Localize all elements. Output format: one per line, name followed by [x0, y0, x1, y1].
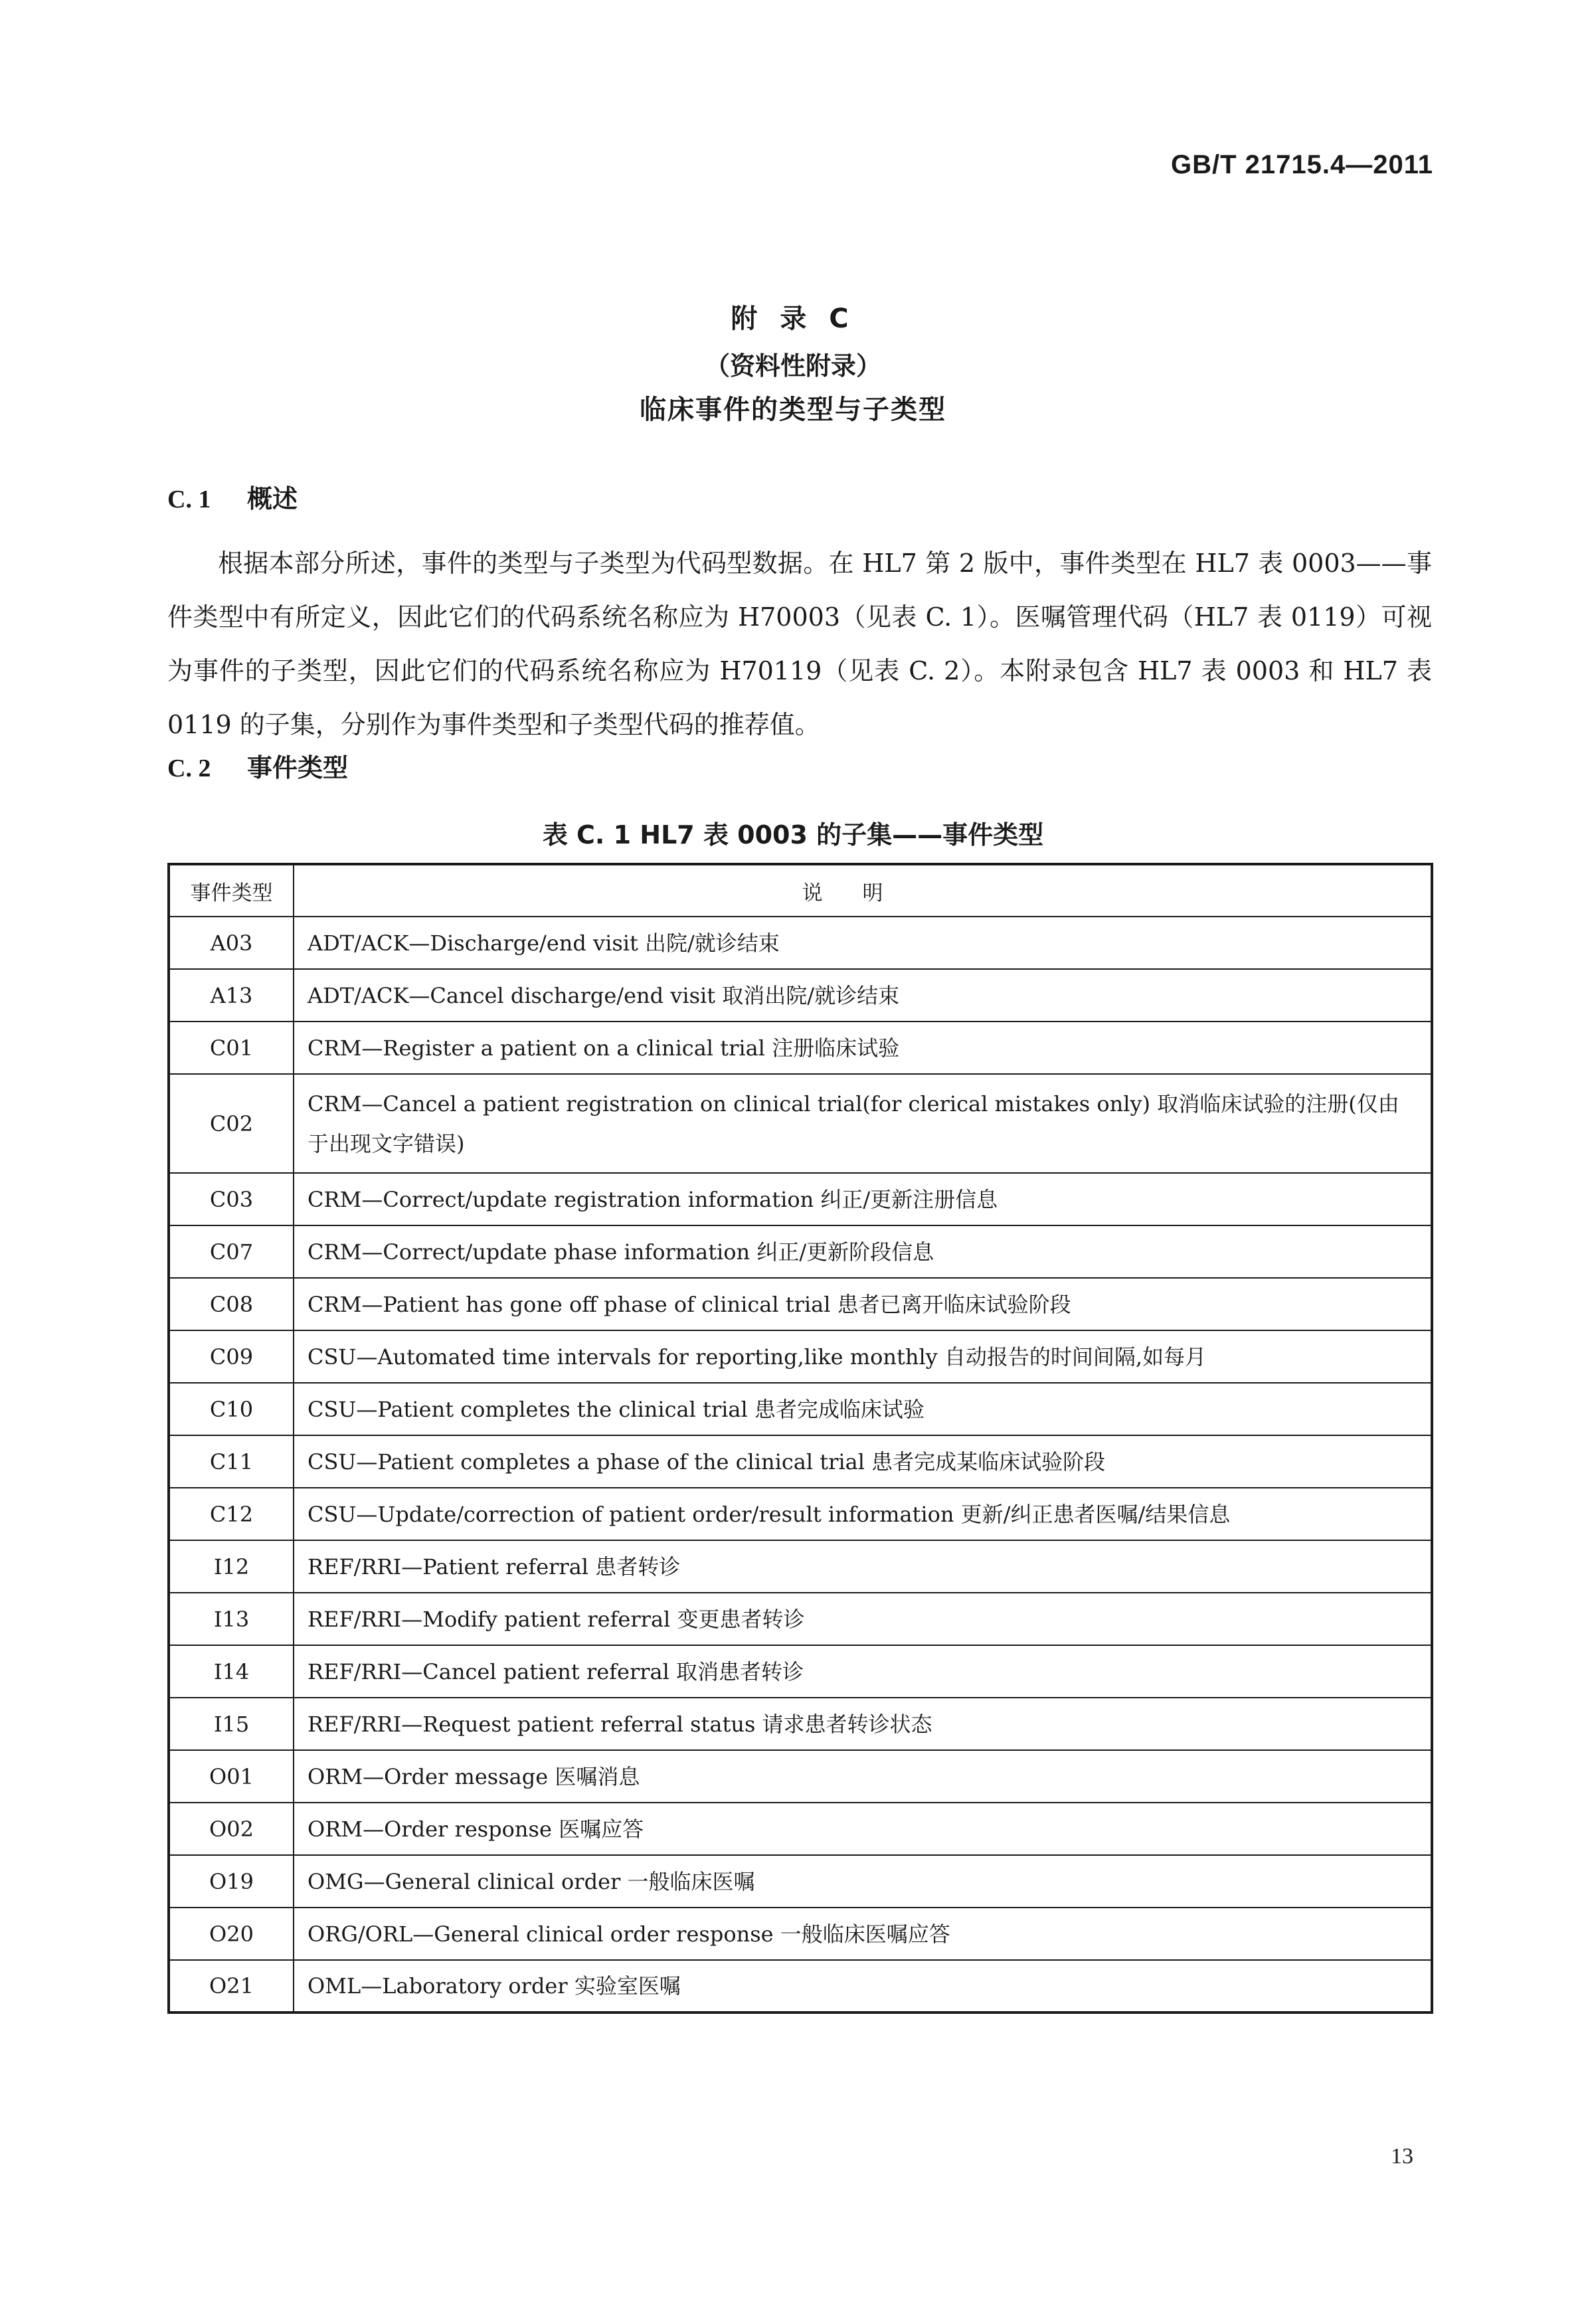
event-description-cell: OMG—General clinical order 一般临床医嘱 — [294, 1855, 1432, 1908]
table-row — [169, 1645, 1432, 1698]
event-code-cell: I15 — [169, 1698, 294, 1750]
event-code-cell: A03 — [169, 917, 294, 969]
page-number: 13 — [1391, 2144, 1413, 2169]
column-header-code: 事件类型 — [169, 864, 294, 917]
appendix-kind: （资料性附录） — [704, 351, 881, 381]
event-description-cell: ADT/ACK—Cancel discharge/end visit 取消出院/就诊结束 — [294, 969, 1432, 1022]
event-description-cell: ORG/ORL—General clinical order response 一般临床医嘱应答 — [294, 1908, 1432, 1960]
section-heading-c1 — [167, 478, 298, 515]
table-row — [169, 1803, 1432, 1855]
section-number: C. 1 — [167, 486, 211, 513]
appendix-label: 附 录 C — [731, 304, 855, 334]
table-row — [169, 1173, 1432, 1225]
table-row — [169, 1488, 1432, 1540]
event-code-cell: C03 — [169, 1173, 294, 1225]
event-code-cell: O02 — [169, 1803, 294, 1855]
table-row — [169, 1855, 1432, 1908]
event-code-cell: C08 — [169, 1278, 294, 1330]
table-row — [169, 1330, 1432, 1383]
event-code-cell: C12 — [169, 1488, 294, 1540]
appendix-title: 临床事件的类型与子类型 — [640, 395, 946, 425]
event-code-cell: C09 — [169, 1330, 294, 1383]
section-heading-c2 — [167, 747, 348, 784]
paragraph-text: 根据本部分所述，事件的类型与子类型为代码型数据。在 HL7 第 2 版中，事件类型在 HL7 表 0003——事件类型中有所定义，因此它们的代码系统名称应为 H70003（见表 C. 1）。医嘱管理代码（HL7 表 0119）可视为事件的子类型，因此它们的代码系统名称应为 H70119（见表 C. 2）。本附录包含 HL7 表 0003 和 HL7 表 0119 的子集，分别作为事件类型和子类型代码的推荐值。 — [167, 549, 1432, 739]
table-row — [169, 1383, 1432, 1435]
table-row — [169, 1022, 1432, 1074]
event-description-cell: CRM—Register a patient on a clinical trial 注册临床试验 — [294, 1022, 1432, 1074]
table-row — [169, 1593, 1432, 1645]
table-header-row — [169, 864, 1432, 917]
event-type-table — [167, 863, 1433, 2014]
event-description-cell: CRM—Cancel a patient registration on clinical trial(for clerical mistakes only) 取消临床试验的注册(仅由于出现文字错误) — [294, 1074, 1432, 1173]
table-row — [169, 1540, 1432, 1593]
event-code-cell: O01 — [169, 1750, 294, 1803]
event-description-cell: ORM—Order response 医嘱应答 — [294, 1803, 1432, 1855]
section-number: C. 2 — [167, 755, 211, 782]
table-caption: 表 C. 1 HL7 表 0003 的子集——事件类型 — [542, 820, 1044, 849]
table-row — [169, 1074, 1432, 1173]
overview-paragraph — [167, 537, 1432, 752]
event-description-cell: ORM—Order message 医嘱消息 — [294, 1750, 1432, 1803]
event-code-cell: C10 — [169, 1383, 294, 1435]
event-description-cell: CRM—Correct/update registration information 纠正/更新注册信息 — [294, 1173, 1432, 1225]
event-description-cell: REF/RRI—Modify patient referral 变更患者转诊 — [294, 1593, 1432, 1645]
event-code-cell: C02 — [169, 1074, 294, 1173]
event-code-cell: O21 — [169, 1960, 294, 2012]
event-code-cell: C01 — [169, 1022, 294, 1074]
event-code-cell: O20 — [169, 1908, 294, 1960]
event-code-cell: I13 — [169, 1593, 294, 1645]
table-row — [169, 1698, 1432, 1750]
table-row — [169, 1435, 1432, 1488]
section-title: 事件类型 — [247, 753, 349, 782]
table-row — [169, 1278, 1432, 1330]
table-row — [169, 969, 1432, 1022]
event-description-cell: REF/RRI—Request patient referral status 请求患者转诊状态 — [294, 1698, 1432, 1750]
event-code-cell: C07 — [169, 1225, 294, 1278]
event-code-cell: C11 — [169, 1435, 294, 1488]
event-description-cell: CSU—Patient completes the clinical trial 患者完成临床试验 — [294, 1383, 1432, 1435]
table-row — [169, 1908, 1432, 1960]
event-code-cell: I14 — [169, 1645, 294, 1698]
event-code-cell: I12 — [169, 1540, 294, 1593]
event-description-cell: REF/RRI—Cancel patient referral 取消患者转诊 — [294, 1645, 1432, 1698]
standard-code: GB/T 21715.4—2011 — [1170, 150, 1433, 179]
event-description-cell: OML—Laboratory order 实验室医嘱 — [294, 1960, 1432, 2012]
section-title: 概述 — [247, 484, 298, 513]
event-code-cell: O19 — [169, 1855, 294, 1908]
table-row — [169, 1225, 1432, 1278]
table-row — [169, 1750, 1432, 1803]
event-description-cell: REF/RRI—Patient referral 患者转诊 — [294, 1540, 1432, 1593]
event-description-cell: CRM—Correct/update phase information 纠正/更新阶段信息 — [294, 1225, 1432, 1278]
table-row — [169, 917, 1432, 969]
column-header-description: 说明 — [294, 864, 1432, 917]
event-description-cell: ADT/ACK—Discharge/end visit 出院/就诊结束 — [294, 917, 1432, 969]
table-row — [169, 1960, 1432, 2012]
event-code-cell: A13 — [169, 969, 294, 1022]
event-description-cell: CSU—Update/correction of patient order/result information 更新/纠正患者医嘱/结果信息 — [294, 1488, 1432, 1540]
event-description-cell: CRM—Patient has gone off phase of clinical trial 患者已离开临床试验阶段 — [294, 1278, 1432, 1330]
event-description-cell: CSU—Patient completes a phase of the clinical trial 患者完成某临床试验阶段 — [294, 1435, 1432, 1488]
event-description-cell: CSU—Automated time intervals for reporting,like monthly 自动报告的时间间隔,如每月 — [294, 1330, 1432, 1383]
